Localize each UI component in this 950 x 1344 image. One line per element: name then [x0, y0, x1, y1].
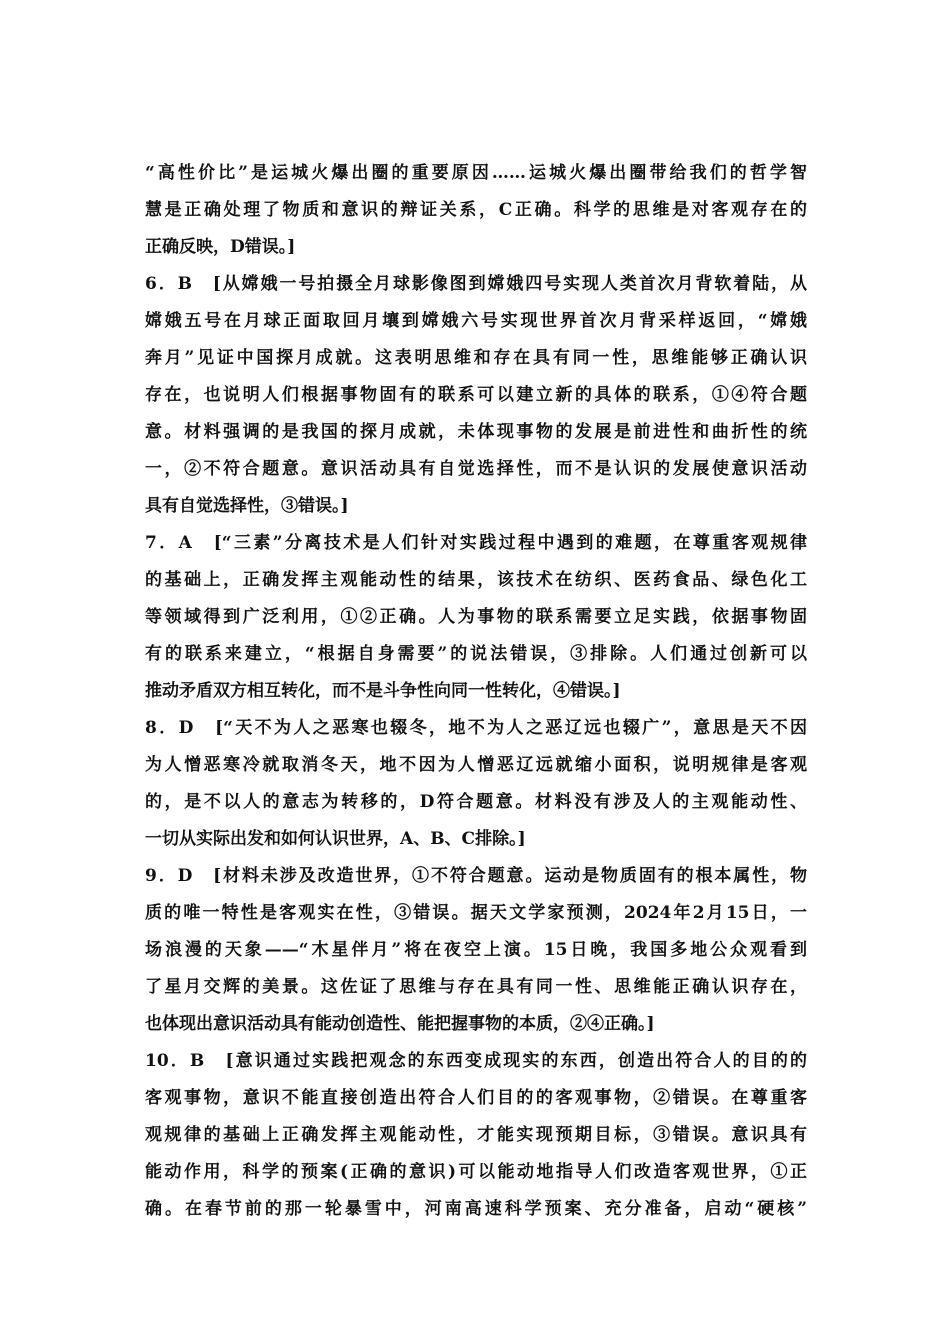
text-line: 8．D [“天不为人之恶寒也辍冬，地不为人之恶辽远也辍广”，意思是天不因 [145, 718, 807, 738]
text-line: 具有自觉选择性，③错误。] [145, 496, 349, 516]
text-line: 推动矛盾双方相互转化，而不是斗争性向同一性转化，④错误。] [145, 681, 621, 701]
text-line: 正确反映，D错误。] [145, 237, 296, 257]
text-line: 存在，也说明人们根据事物固有的联系可以建立新的具体的联系，①④符合题 [145, 385, 807, 405]
text-line: 质的唯一特性是客观实在性，③错误。据天文学家预测，2024年2月15日，一 [145, 903, 807, 923]
text-line: 的，是不以人的意志为转移的，D符合题意。材料没有涉及人的主观能动性、 [145, 792, 807, 812]
text-line: 奔月”见证中国探月成就。这表明思维和存在具有同一性，思维能够正确认识 [145, 348, 807, 368]
text-line: 能动作用，科学的预案(正确的意识)可以能动地指导人们改造客观世界，①正 [145, 1162, 807, 1182]
text-line: 客观事物，意识不能直接创造出符合人们目的的客观事物，②错误。在尊重客 [145, 1088, 807, 1108]
text-line: 7．A [“三素”分离技术是人们针对实践过程中遇到的难题，在尊重客观规律 [145, 533, 807, 553]
text-line: 观规律的基础上正确发挥主观能动性，才能实现预期目标，③错误。意识具有 [145, 1125, 807, 1145]
text-line: 为人憎恶寒冷就取消冬天，地不因为人憎恶辽远就缩小面积，说明规律是客观 [145, 755, 807, 775]
text-line: 确。在春节前的那一轮暴雪中，河南高速科学预案、充分准备，启动“硬核” [145, 1199, 807, 1219]
text-line: 9．D [材料未涉及改造世界，①不符合题意。运动是物质固有的根本属性，物 [145, 866, 807, 886]
text-line: 慧是正确处理了物质和意识的辩证关系，C正确。科学的思维是对客观存在的 [145, 200, 807, 220]
text-line: 了星月交辉的美景。这佐证了思维与存在具有同一性、思维能正确认识存在， [145, 977, 807, 997]
text-line: 等领域得到广泛利用，①②正确。人为事物的联系需要立足实践，依据事物固 [145, 607, 807, 627]
text-line: “高性价比”是运城火爆出圈的重要原因……运城火爆出圈带给我们的哲学智 [145, 163, 807, 183]
text-line: 嫦娥五号在月球正面取回月壤到嫦娥六号实现世界首次月背采样返回，“嫦娥 [145, 311, 807, 331]
text-line: 一切从实际出发和如何认识世界，A、B、C排除。] [145, 829, 526, 849]
text-line: 有的联系来建立，“根据自身需要”的说法错误，③排除。人们通过创新可以 [145, 644, 807, 664]
text-line: 场浪漫的天象——“木星伴月”将在夜空上演。15日晚，我国多地公众观看到 [145, 940, 807, 960]
text-line: 意。材料强调的是我国的探月成就，未体现事物的发展是前进性和曲折性的统 [145, 422, 807, 442]
text-line: 也体现出意识活动具有能动创造性、能把握事物的本质，②④正确。] [145, 1014, 655, 1034]
answer-explanations [145, 155, 807, 1228]
text-line: 的基础上，正确发挥主观能动性的结果，该技术在纺织、医药食品、绿色化工 [145, 570, 807, 590]
text-line: 6．B [从嫦娥一号拍摄全月球影像图到嫦娥四号实现人类首次月背软着陆，从 [145, 274, 807, 294]
text-line: 10．B [意识通过实践把观念的东西变成现实的东西，创造出符合人的目的的 [145, 1051, 807, 1071]
text-line: 一，②不符合题意。意识活动具有自觉选择性，而不是认识的发展使意识活动 [145, 459, 807, 479]
